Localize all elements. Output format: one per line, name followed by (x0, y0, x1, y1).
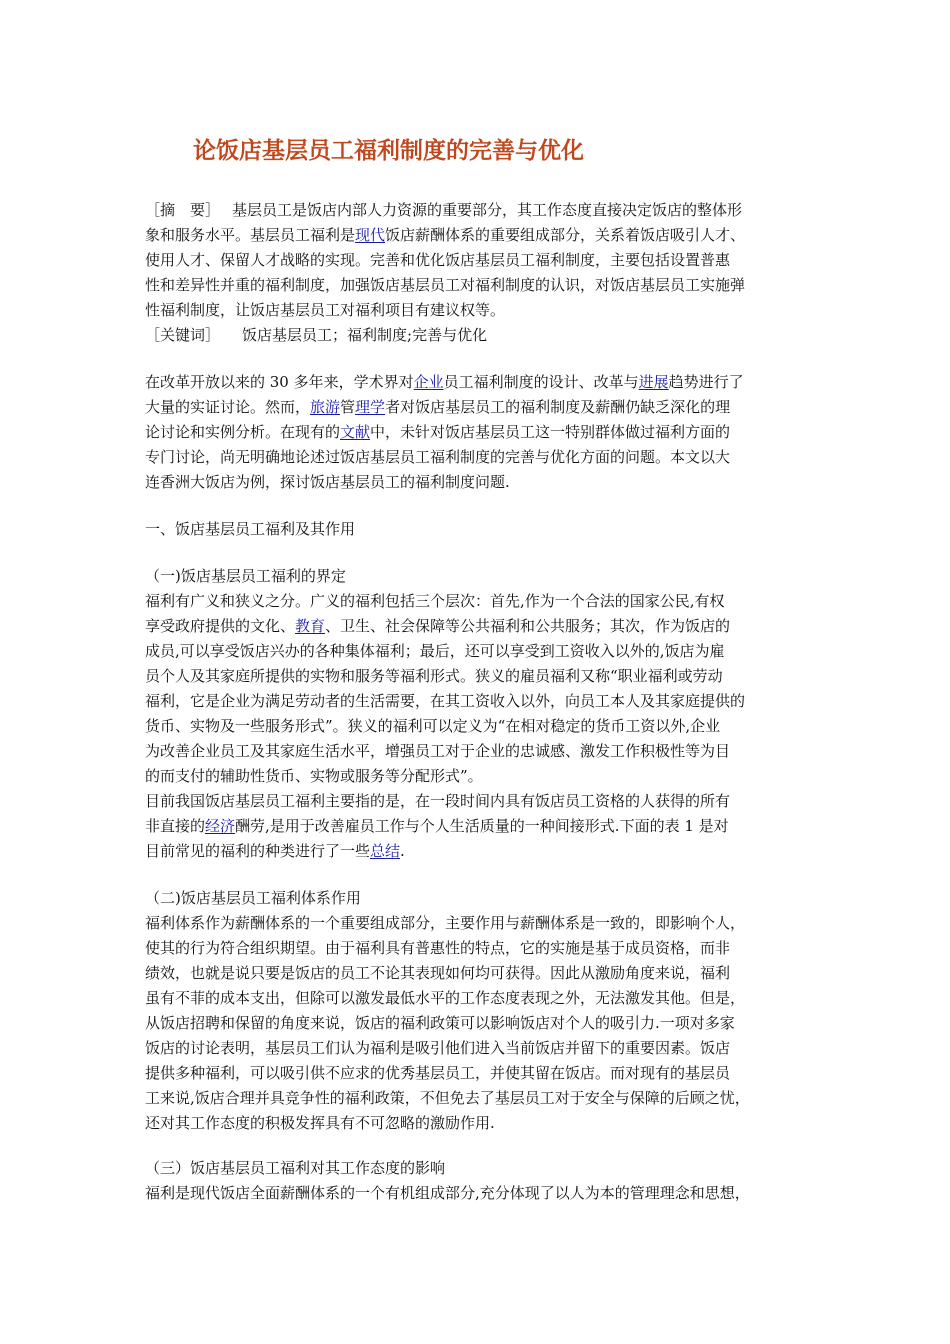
link-tourism[interactable]: 旅游 (310, 398, 341, 416)
abstract (145, 198, 817, 323)
abstract-line: 性和差异性并重的福利制度，加强饭店基层员工对福利制度的认识，对饭店基层员工实施弹 (145, 276, 746, 294)
section-heading: 一、饭店基层员工福利及其作用 (145, 520, 356, 538)
link-economy[interactable]: 经济 (205, 817, 236, 835)
abstract-line: 性福利制度，让饭店基层员工对福利项目有建议权等。 (145, 301, 506, 319)
document-title: 论饭店基层员工福利制度的完善与优化 (193, 138, 584, 164)
link-science[interactable]: 理学 (355, 398, 386, 416)
subsection-heading: （二)饭店基层员工福利体系作用 (145, 889, 361, 907)
link-progress[interactable]: 进展 (638, 373, 669, 391)
subsection-3: （三）饭店基层员工福利对其工作态度的影响 福利是现代饭店全面薪酬体系的一个有机组成部分,充分体现了以人为本的管理理念和思想， (145, 1156, 817, 1206)
keywords (145, 323, 817, 348)
link-summary[interactable]: 总结 (370, 842, 401, 860)
abstract-line: ［摘 要］ 基层员工是饭店内部人力资源的重要部分，其工作态度直接决定饭店的整体形 (145, 201, 743, 219)
keywords-text: 饭店基层员工；福利制度;完善与优化 (242, 326, 488, 344)
subsection-2: （二)饭店基层员工福利体系作用 福利体系作为薪酬体系的一个重要组成部分，主要作用与薪酬体系是一致的，即影响个人， 使其的行为符合组织期望。由于福利具有普惠性的特点，它的实施是基于成员资格，而非 绩效，也就是说只要是饭店的员工不论其表现如何均可获得。因此从激励角度来说，福利 虽有不菲的成本支出，但除可以激发最低水平的工作态度表现之外，无法激发其他。但是， 从饭店招聘和保留的角度来说，饭店的福利政策可以影响饭店对个人的吸引力.一项对多家 饭店的讨论表明，基层员工们认为福利是吸引他们进入当前饭店并留下的重要因素。饭店 提供多种福利，可以吸引供不应求的优秀基层员工，并使其留在饭店。而对现有的基层员 工来说,饭店合理并具竞争性的福利政策，不但免去了基层员工对于安全与保障的后顾之忧， 还对其工作态度的积极发挥具有不可忽略的激励作用. (145, 886, 817, 1136)
abstract-line: 使用人才、保留人才战略的实现。完善和优化饭店基层员工福利制度，主要包括设置普惠 (145, 251, 731, 269)
abstract-label: ［摘 要］ (145, 201, 221, 219)
keywords-label: ［关键词］ (145, 326, 221, 344)
link-enterprise[interactable]: 企业 (413, 373, 444, 391)
subsection-heading: （三）饭店基层员工福利对其工作态度的影响 (145, 1159, 446, 1177)
intro-paragraph: 在改革开放以来的 30 多年来，学术界对企业员工福利制度的设计、改革与进展趋势进行了 大量的实证讨论。然而，旅游管理学者对饭店基层员工的福利制度及薪酬仍缺乏深化的理 论讨论和实例分析。在现有的文献中，未针对饭店基层员工这一特别群体做过福利方面的 专门讨论，尚无明确地论述过饭店基层员工福利制度的完善与优化方面的问题。本文以大 连香洲大饭店为例，探讨饭店基层员工的福利制度问题. (145, 373, 744, 491)
document-body (145, 198, 817, 1206)
link-literature[interactable]: 文献 (340, 423, 371, 441)
subsection-1: （一)饭店基层员工福利的界定 福利有广义和狭义之分。广义的福利包括三个层次：首先,作为一个合法的国家公民,有权 享受政府提供的文化、教育、卫生、社会保障等公共福利和公共服务；其次，作为饭店的 成员,可以享受饭店兴办的各种集体福利；最后，还可以享受到工资收入以外的,饭店为雇 员个人及其家庭所提供的实物和服务等福利形式。狭义的雇员福利又称“职业福利或劳动 福利，它是企业为满足劳动者的生活需要，在其工资收入以外，向员工本人及其家庭提供的 货币、实物及一些服务形式”。狭义的福利可以定义为“在相对稳定的货币工资以外,企业 为改善企业员工及其家庭生活水平，增强员工对于企业的忠诚感、激发工作积极性等为目 的而支付的辅助性货币、实物或服务等分配形式”。 目前我国饭店基层员工福利主要指的是，在一段时间内具有饭店员工资格的人获得的所有 非直接的经济酬劳,是用于改善雇员工作与个人生活质量的一种间接形式.下面的表 1 是对 目前常见的福利的种类进行了一些总结. (145, 564, 817, 864)
abstract-line: 象和服务水平。基层员工福利是现代饭店薪酬体系的重要组成部分，关系着饭店吸引人才、 (145, 226, 746, 244)
link-modern[interactable]: 现代 (355, 226, 386, 244)
link-education[interactable]: 教育 (295, 617, 326, 635)
subsection-heading: （一)饭店基层员工福利的界定 (145, 567, 346, 585)
